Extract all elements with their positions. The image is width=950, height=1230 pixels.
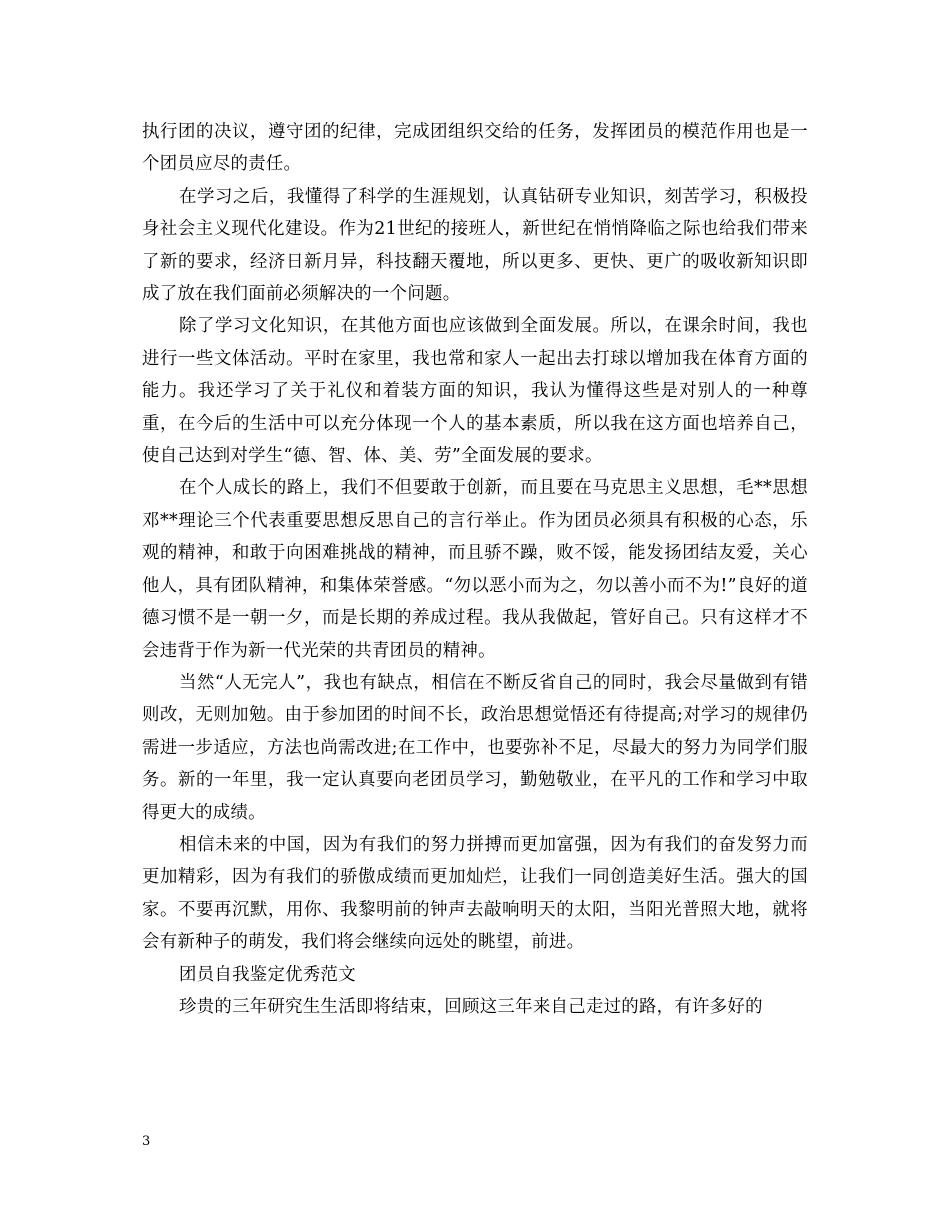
paragraph-career-planning: 在学习之后，我懂得了科学的生涯规划，认真钻研专业知识，刻苦学习，积极投身社会主义现代化建设。作为21世纪的接班人，新世纪在悄悄降临之际也给我们带来了新的要求，经济日新月异，科技翻天覆地，所以更多、更快、更广的吸收新知识即成了放在我们面前必须解决的一个问题。 bbox=[142, 186, 808, 305]
section-heading: 团员自我鉴定优秀范文 bbox=[179, 964, 356, 985]
paragraph-shortcomings: 当然“人无完人”，我也有缺点，相信在不断反省自己的同时，我会尽量做到有错则改，无则加勉。由于参加团的时间不长，政治思想觉悟还有待提高;对学习的规律仍需进一步适应，方法也尚需改进;在工作中，也要弥补不足，尽最大的努力为同学们服务。新的一年里，我一定认真要向老团员学习，勤勉敬业，在平凡的工作和学习中取得更大的成绩。 bbox=[142, 672, 808, 823]
paragraph-future-china: 相信未来的中国，因为有我们的努力拼搏而更加富强，因为有我们的奋发努力而更加精彩，因为有我们的骄傲成绩而更加灿烂，让我们一同创造美好生活。强大的国家。不要再沉默，用你、我黎明前的钟声去敲响明天的太阳，当阳光普照大地，就将会有新种子的萌发，我们将会继续向远处的眺望，前进。 bbox=[142, 834, 808, 953]
document-body bbox=[142, 116, 808, 1023]
paragraph-all-round-development: 除了学习文化知识，在其他方面也应该做到全面发展。所以，在课余时间，我也进行一些文体活动。平时在家里，我也常和家人一起出去打球以增加我在体育方面的能力。我还学习了关于礼仪和着装方面的知识，我认为懂得这些是对别人的一种尊重，在今后的生活中可以充分体现一个人的基本素质，所以我在这方面也培养自己，使自己达到对学生“德、智、体、美、劳”全面发展的要求。 bbox=[142, 316, 808, 467]
paragraph-personal-growth: 在个人成长的路上，我们不但要敢于创新，而且要在马克思主义思想，毛**思想邓**理论三个代表重要思想反思自己的言行举止。作为团员必须具有积极的心态，乐观的精神，和敢于向困难挑战的精神，而且骄不躁，败不馁，能发扬团结友爱，关心他人，具有团队精神，和集体荣誉感。“勿以恶小而为之，勿以善小而不为!”良好的道德习惯不是一朝一夕，而是长期的养成过程。我从我做起，管好自己。只有这样才不会违背于作为新一代光荣的共青团员的精神。 bbox=[142, 478, 808, 661]
page-number: 3 bbox=[142, 1134, 151, 1149]
paragraph-continuation: 执行团的决议，遵守团的纪律，完成团组织交给的任务，发挥团员的模范作用也是一个团员应尽的责任。 bbox=[142, 122, 808, 175]
paragraph-graduate-life: 珍贵的三年研究生生活即将结束，回顾这三年来自己走过的路，有许多好的 bbox=[179, 996, 763, 1017]
